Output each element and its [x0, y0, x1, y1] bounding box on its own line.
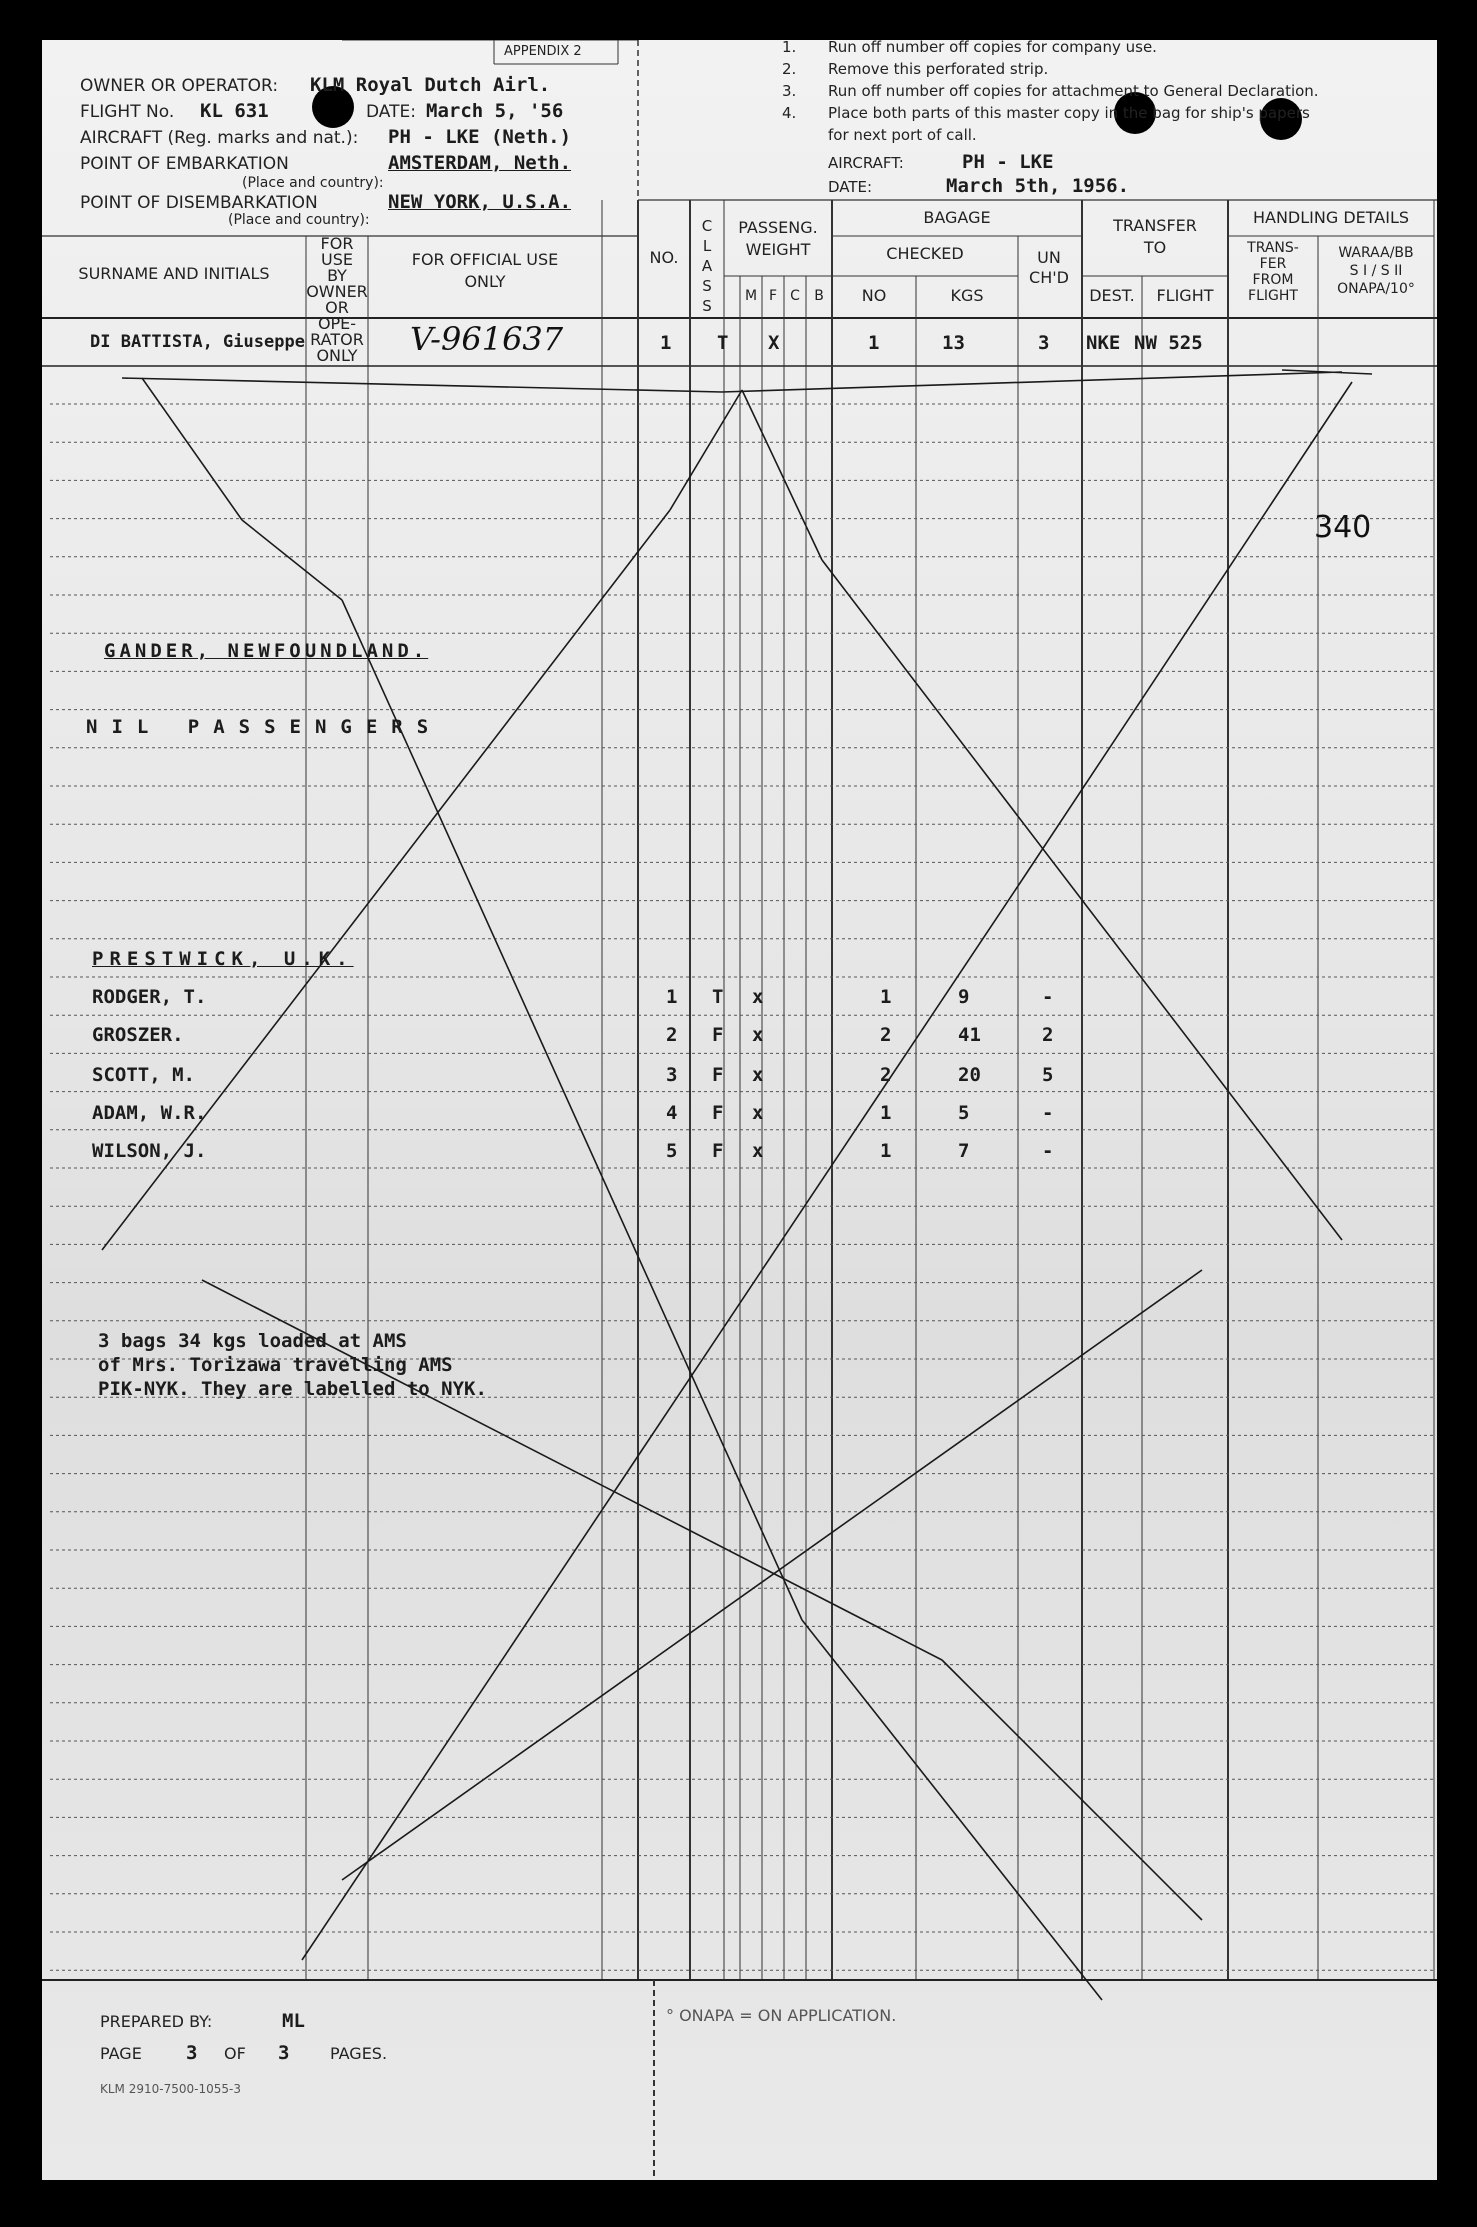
first-row-unchd: 3 [1038, 332, 1050, 354]
instruction-text: Place both parts of this master copy in the bag for ship's papers [828, 104, 1310, 122]
of-value: 3 [278, 2042, 290, 2064]
instruction-num: 1. [782, 40, 797, 56]
first-row-weight: X [768, 332, 780, 354]
passenger-kgs: 41 [958, 1024, 981, 1046]
passenger-row [42, 1064, 1142, 1100]
embark-sub: (Place and country): [242, 175, 384, 191]
first-row-official: V-961637 [410, 320, 564, 358]
aircraft-label: AIRCRAFT (Reg. marks and nat.): [80, 128, 359, 148]
passenger-class: F [712, 1102, 724, 1124]
passenger-weight: x [752, 986, 764, 1008]
flight-value: KL 631 [200, 100, 269, 122]
passenger-checked-no: 1 [880, 986, 892, 1008]
header-checked-no: NO [861, 286, 887, 305]
cross-out-stroke [142, 378, 242, 520]
first-row-no: 1 [660, 332, 672, 354]
passenger-no: 2 [666, 1024, 678, 1046]
passenger-class: F [712, 1064, 724, 1086]
header-official-use: FOR OFFICIAL USE ONLY [411, 250, 559, 291]
cross-out-stroke [122, 378, 722, 392]
first-row-checked-no: 1 [868, 332, 880, 354]
cross-out-stroke [722, 372, 1342, 392]
header-handling: HANDLING DETAILS [1252, 208, 1410, 227]
passenger-weight: x [752, 1102, 764, 1124]
instr-date-value: March 5th, 1956. [946, 175, 1130, 197]
passenger-checked-no: 1 [880, 1140, 892, 1162]
instr-aircraft-label: AIRCRAFT: [828, 154, 904, 172]
passenger-kgs: 5 [958, 1102, 970, 1124]
passenger-unchd: - [1042, 1140, 1054, 1162]
header-transfer: TRANSFER TO [1113, 216, 1197, 257]
date-label: DATE: [366, 102, 416, 122]
disembark-label: POINT OF DISEMBARKATION [80, 193, 318, 213]
passenger-no: 5 [666, 1140, 678, 1162]
header-weight-f: F [768, 288, 778, 304]
note-line: PIK-NYK. They are labelled to NYK. [98, 1378, 487, 1400]
passenger-unchd: 2 [1042, 1024, 1054, 1046]
passenger-checked-no: 1 [880, 1102, 892, 1124]
passenger-unchd: - [1042, 1102, 1054, 1124]
appendix-label: APPENDIX 2 [504, 44, 582, 59]
manifest-sheet [42, 40, 1437, 2180]
first-row-dest: NKE [1086, 332, 1121, 354]
cross-out-stroke [742, 390, 822, 560]
header-class: C L A S S [701, 217, 713, 315]
header-unchd: UN CH'D [1029, 248, 1069, 287]
cross-out-stroke [942, 1660, 1202, 1920]
cross-out-stroke [802, 1620, 1102, 2000]
form-code: KLM 2910-7500-1055-3 [100, 2082, 241, 2096]
passenger-class: T [712, 986, 724, 1008]
passenger-unchd: - [1042, 986, 1054, 1008]
header-weight-b: B [814, 288, 824, 304]
prepared-value: ML [282, 2010, 305, 2032]
baggage-note [98, 1330, 658, 1410]
header-checked: CHECKED [886, 244, 964, 263]
note-line: 3 bags 34 kgs loaded at AMS [98, 1330, 407, 1352]
passenger-unchd: 5 [1042, 1064, 1054, 1086]
passenger-name: WILSON, J. [92, 1140, 207, 1162]
instruction-text: Remove this perforated strip. [828, 60, 1049, 78]
header-surname: SURNAME AND INITIALS [78, 264, 270, 283]
passenger-kgs: 20 [958, 1064, 981, 1086]
passenger-no: 1 [666, 986, 678, 1008]
instruction-num: 2. [782, 60, 797, 78]
passenger-class: F [712, 1140, 724, 1162]
header-owner-use: FOR USE BY OWNER OR OPE- RATOR ONLY [306, 234, 368, 365]
date-value: March 5, '56 [426, 100, 564, 122]
first-row-name: DI BATTISTA, Giuseppe [90, 332, 305, 352]
instruction-num: 3. [782, 82, 797, 100]
section-prestwick: PRESTWICK, U.K. [92, 948, 354, 970]
owner-value: KLM Royal Dutch Airl. [310, 74, 551, 96]
passenger-row [42, 986, 1142, 1022]
instruction-text: Run off number off copies for company use. [828, 40, 1157, 56]
instruction-num: 4. [782, 104, 797, 122]
passenger-class: F [712, 1024, 724, 1046]
disembark-value: NEW YORK, U.S.A. [388, 191, 572, 213]
header-passeng-weight: PASSENG. WEIGHT [738, 218, 818, 259]
passenger-kgs: 9 [958, 986, 970, 1008]
passenger-weight: x [752, 1140, 764, 1162]
header-weight-c: C [790, 288, 800, 304]
instruction-text: for next port of call. [828, 126, 977, 144]
first-row-kgs: 13 [942, 332, 965, 354]
header-bagage: BAGAGE [923, 208, 991, 227]
passenger-no: 4 [666, 1102, 678, 1124]
pages-label: PAGES. [330, 2044, 388, 2063]
embark-value: AMSTERDAM, Neth. [388, 152, 572, 174]
passenger-checked-no: 2 [880, 1064, 892, 1086]
passenger-name: ADAM, W.R. [92, 1102, 207, 1124]
passenger-no: 3 [666, 1064, 678, 1086]
flight-label: FLIGHT No. [80, 102, 175, 122]
passenger-name: SCOTT, M. [92, 1064, 195, 1086]
aircraft-value: PH - LKE (Neth.) [388, 126, 572, 148]
of-label: OF [224, 2044, 246, 2063]
disembark-sub: (Place and country): [228, 212, 370, 228]
header-weight-m: M [744, 288, 758, 304]
owner-label: OWNER OR OPERATOR: [80, 76, 279, 96]
header-checked-kgs: KGS [950, 286, 984, 305]
passenger-weight: x [752, 1024, 764, 1046]
passenger-name: GROSZER. [92, 1024, 184, 1046]
passenger-row [42, 1102, 1142, 1138]
prepared-label: PREPARED BY: [100, 2012, 213, 2031]
instr-aircraft-value: PH - LKE [962, 151, 1054, 173]
passenger-name: RODGER, T. [92, 986, 207, 1008]
first-row-class: T [717, 332, 729, 354]
onapa-note: ° ONAPA = ON APPLICATION. [666, 2006, 897, 2025]
passenger-row [42, 1024, 1142, 1060]
passenger-kgs: 7 [958, 1140, 970, 1162]
header-dest: DEST. [1089, 286, 1135, 305]
note-line: of Mrs. Torizawa travelling AMS [98, 1354, 453, 1376]
page-value: 3 [186, 2042, 198, 2064]
header-flight: FLIGHT [1156, 286, 1214, 305]
margin-number: 340 [1314, 510, 1372, 545]
cross-out-stroke [242, 520, 342, 600]
page-label: PAGE [100, 2044, 142, 2063]
passenger-row [42, 1140, 1142, 1176]
header-transfer-from: TRANS- FER FROM FLIGHT [1247, 240, 1299, 304]
first-row-flight: NW 525 [1134, 332, 1203, 354]
passenger-weight: x [752, 1064, 764, 1086]
header-no: NO. [649, 248, 679, 267]
cross-out-stroke [1022, 382, 1352, 880]
header-waraa: WARAA/BB S I / S II ONAPA/10° [1337, 245, 1415, 297]
instr-date-label: DATE: [828, 178, 873, 196]
embark-label: POINT OF EMBARKATION [80, 154, 289, 174]
section-gander: GANDER, NEWFOUNDLAND. [104, 640, 429, 662]
cross-out-stroke [670, 390, 742, 510]
passenger-checked-no: 2 [880, 1024, 892, 1046]
instruction-text: Run off number off copies for attachment to General Declaration. [828, 82, 1319, 100]
section-nil: NIL PASSENGERS [86, 716, 443, 738]
